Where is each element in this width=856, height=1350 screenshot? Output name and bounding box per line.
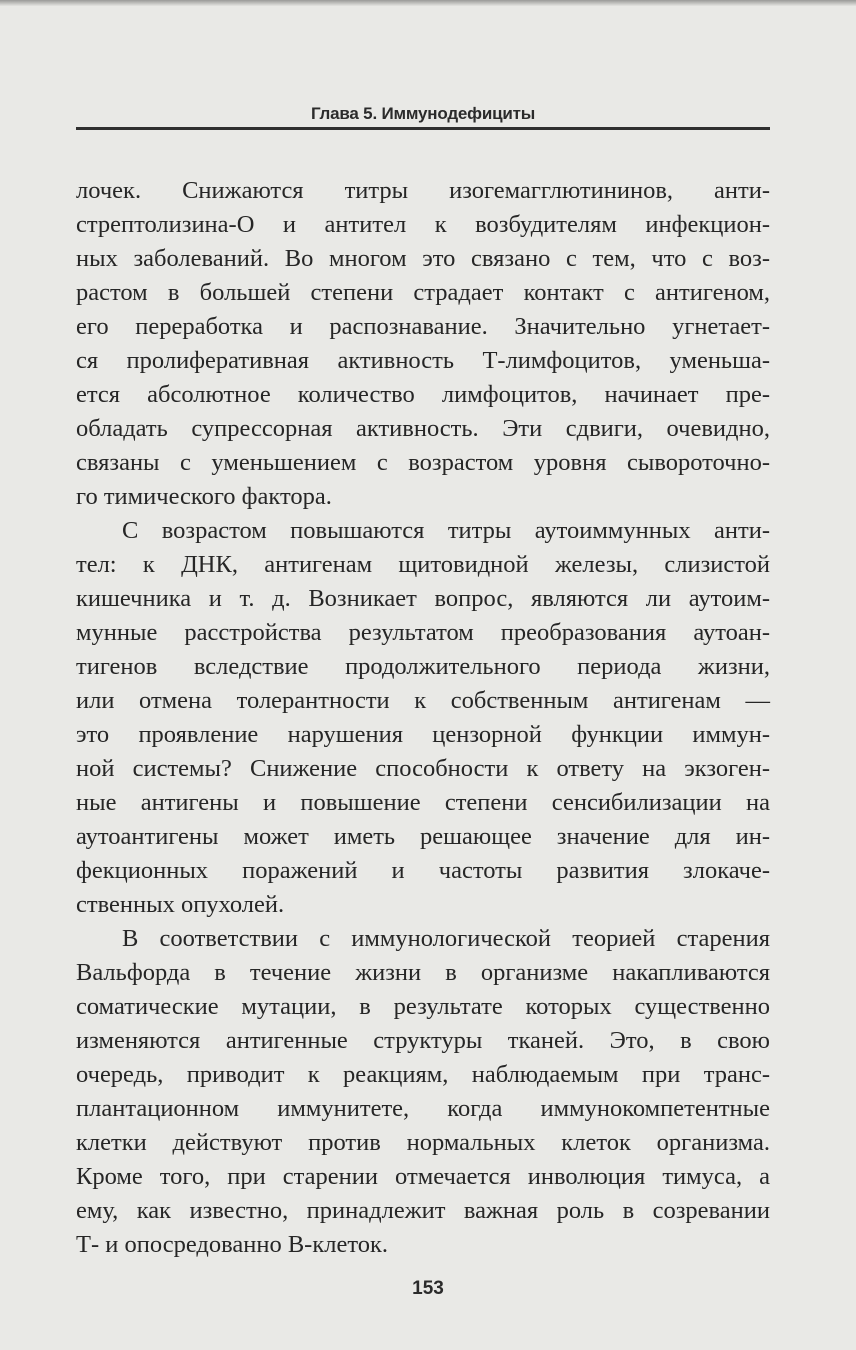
text-line: тигенов вследствие продолжительного периода жизни, [76, 653, 770, 680]
text-line: аутоантигены может иметь решающее значение для ин- [76, 823, 770, 850]
paragraph [76, 174, 770, 514]
text-line: это проявление нарушения цензорной функции иммун- [76, 721, 770, 748]
text-line: Т- и опосредованно В-клеток. [76, 1231, 388, 1258]
text-line: обладать супрессорная активность. Эти сдвиги, очевидно, [76, 415, 770, 442]
text-line: ется абсолютное количество лимфоцитов, начинает пре- [76, 381, 770, 408]
text-line: ной системы? Снижение способности к ответу на экзоген- [76, 755, 770, 782]
text-line: клетки действуют против нормальных клеток организма. [76, 1129, 770, 1156]
text-line: ему, как известно, принадлежит важная роль в созревании [76, 1197, 770, 1224]
text-line: ных заболеваний. Во многом это связано с тем, что с воз- [76, 245, 770, 272]
running-head: Глава 5. Иммунодефициты [310, 104, 536, 123]
text-line: тел: к ДНК, антигенам щитовидной железы, слизистой [76, 551, 770, 578]
text-line: стрептолизина-О и антител к возбудителям инфекцион- [76, 211, 770, 238]
text-line: В соответствии с иммунологической теорией старения [122, 925, 770, 952]
paragraph [76, 922, 770, 1262]
text-line: го тимического фактора. [76, 483, 332, 510]
page-top-edge [0, 0, 856, 6]
text-line: кишечника и т. д. Возникает вопрос, являются ли аутоим- [76, 585, 770, 612]
paragraph [76, 514, 770, 922]
text-line: Кроме того, при старении отмечается инволюция тимуса, а [76, 1163, 770, 1190]
text-line: или отмена толерантности к собственным антигенам — [76, 687, 770, 714]
text-line: мунные расстройства результатом преобразования аутоан- [76, 619, 770, 646]
text-line: Вальфорда в течение жизни в организме накапливаются [76, 959, 770, 986]
page-number: 153 [412, 1278, 444, 1299]
text-line: его переработка и распознавание. Значительно угнетает- [76, 313, 770, 340]
text-line: плантационном иммунитете, когда иммунокомпетентные [76, 1095, 770, 1122]
page-header [76, 102, 770, 132]
text-line: лочек. Снижаются титры изогемагглютининов, анти- [76, 177, 770, 204]
text-line: фекционных поражений и частоты развития злокаче- [76, 857, 770, 884]
text-line: ные антигены и повышение степени сенсибилизации на [76, 789, 770, 816]
text-line: С возрастом повышаются титры аутоиммунных анти- [122, 517, 770, 544]
text-line: соматические мутации, в результате которых существенно [76, 993, 770, 1020]
text-line: ся пролиферативная активность Т-лимфоцитов, уменьша- [76, 347, 770, 374]
text-line: изменяются антигенные структуры тканей. Это, в свою [76, 1027, 770, 1054]
text-line: связаны с уменьшением с возрастом уровня сывороточно- [76, 449, 770, 476]
header-rule [76, 127, 770, 130]
text-line: ственных опухолей. [76, 891, 285, 918]
body-text [76, 174, 770, 1262]
text-line: очередь, приводит к реакциям, наблюдаемым при транс- [76, 1061, 770, 1088]
text-line: растом в большей степени страдает контакт с антигеном, [76, 279, 770, 306]
